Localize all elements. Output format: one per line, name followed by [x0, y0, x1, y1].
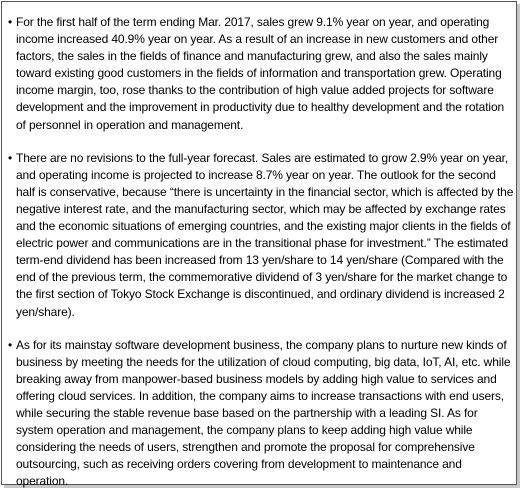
bullet-paragraph-1	[8, 14, 516, 134]
paragraph-text: There are no revisions to the full-year forecast. Sales are estimated to grow 2.9% year on year, and operating income is projected to increase 8.7% year on year. The outlook for the second half is conservative, because “there is uncertainty in the financial sector, which is affected by the negative interest rate, and the manufacturing sector, which may be affected by exchange rates and the economic situations of emerging countries, and the existing major clients in the fields of electric power and communications are in the transitional phase for investment.” The estimated term-end dividend has been increased from 13 yen/share to 14 yen/share (Compared with the end of the previous term, the commemorative dividend of 3 yen/share for the market change to the first section of Tokyo Stock Exchange is discontinued, and ordinary dividend is increased 2 yen/share).	[16, 150, 514, 319]
paragraph-text: As for its mainstay software development business, the company plans to nurture new kinds of business by meeting the needs for the utilization of cloud computing, big data, IoT, AI, etc. while breaking away from manpower-based business models by adding high value to services and offering cloud services. In addition, the company aims to increase transactions with end users, while securing the stable revenue base based on the partnership with a leading SI. As for system operation and management, the company plans to keep adding high value while considering the needs of users, strengthen and promote the proposal for comprehensive outsourcing, such as receiving orders covering from development to maintenance and operation.	[16, 337, 511, 489]
bullet-marker: •	[8, 15, 13, 29]
bullet-paragraph-3	[8, 337, 516, 490]
bullet-marker: •	[8, 150, 13, 165]
bullet-paragraph-2	[8, 150, 516, 321]
bullet-marker: •	[8, 337, 13, 352]
bullet-list	[8, 14, 516, 490]
text-box	[1, 1, 517, 489]
paragraph-text: For the first half of the term ending Mar. 2017, sales grew 9.1% year on year, and operating income increased 40.9% year on year. As a result of an increase in new customers and other factors, the sales in the fields of finance and manufacturing grew, and also the sales mainly toward existing good customers in the fields of information and transportation grew. Operating income margin, too, rose thanks to the contribution of high value added projects for software development and the improvement in productivity due to healthy development and the rotation of personnel in operation and management.	[16, 15, 505, 132]
